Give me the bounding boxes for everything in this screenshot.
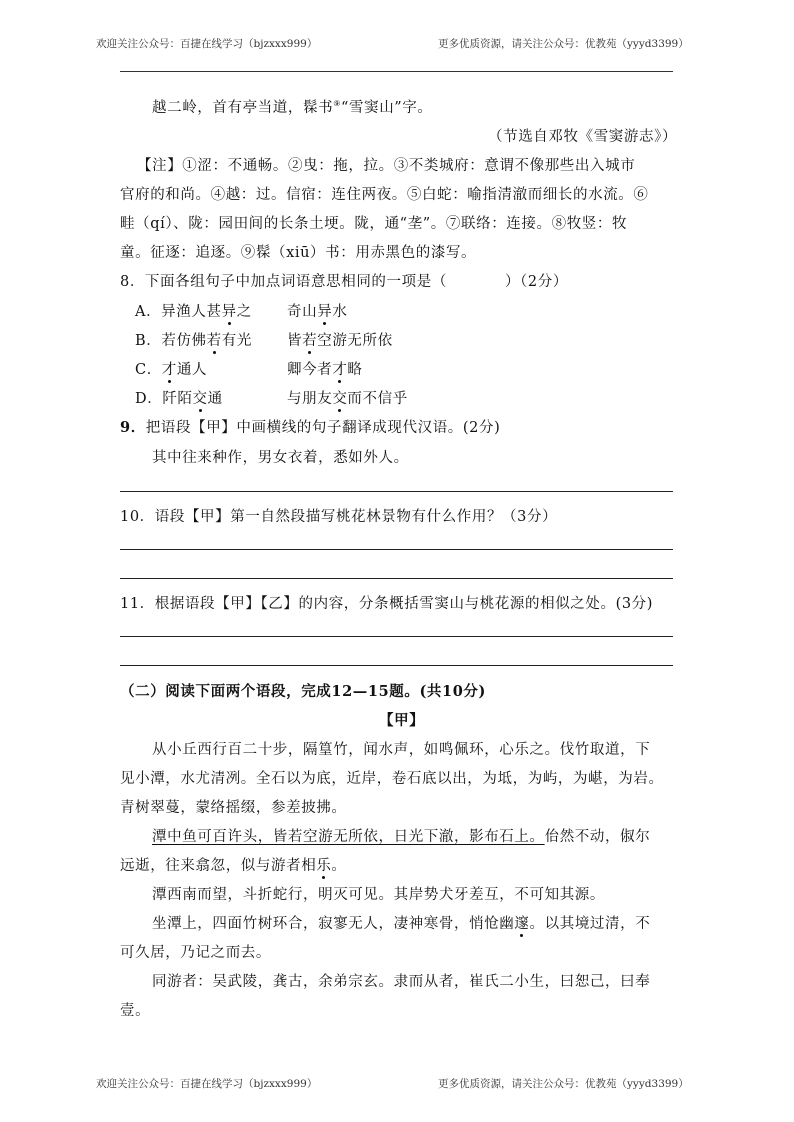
- dotted-word: 异: [222, 300, 237, 321]
- option-text: 通: [207, 391, 223, 407]
- passage-yi-source: （节选自邓牧《雪窦游志》）: [488, 129, 678, 145]
- footer-right: 更多优质资源，请关注公众号：优教苑（yyyd3399）: [438, 1078, 689, 1090]
- option-text: 若仿佛: [161, 333, 207, 349]
- note-line-3: 畦（qí）、陇：园田间的长条土埂。陇，通“垄”。⑦联络：连接。⑧牧竖：牧: [120, 216, 628, 232]
- dotted-word: 乐: [316, 854, 331, 875]
- question-9-text: 把语段【甲】中画横线的句子翻译成现代汉语。(2分): [145, 420, 501, 436]
- option-text: 水: [332, 304, 348, 320]
- option-text: 略: [347, 362, 363, 378]
- answer-line[interactable]: [120, 578, 673, 579]
- option-text: 异渔人甚: [161, 304, 222, 320]
- option-b: [135, 329, 252, 350]
- option-label: B．: [135, 333, 162, 349]
- dotted-word: 交: [193, 387, 208, 408]
- answer-line[interactable]: [120, 665, 673, 666]
- option-text: 奇山: [287, 304, 318, 320]
- answer-line[interactable]: [120, 491, 673, 492]
- header-left: 欢迎关注公众号：百捷在线学习（bjzxxx999）: [96, 38, 318, 50]
- question-9-sentence: 其中往来种作，男女衣着，悉如外人。: [152, 450, 409, 466]
- section-2-part-label: 【甲】: [379, 712, 425, 729]
- question-8-stem-a: 8．下面各组句子中加点词语意思相同的一项是（: [120, 274, 447, 290]
- option-a: [135, 300, 252, 321]
- option-text: 皆: [287, 333, 303, 349]
- question-11: 11．根据语段【甲】【乙】的内容，分条概括雪窦山与桃花源的相似之处。(3分): [120, 596, 654, 612]
- note-line-1: 【注】①涩：不通畅。②曳：拖，拉。③不类城府：意谓不像那些出入城市: [137, 158, 636, 174]
- header-right: 更多优质资源，请关注公众号：优教苑（yyyd3399）: [438, 38, 689, 50]
- passage-text: 。以其境过清，不: [529, 916, 651, 932]
- option-label: A．: [135, 304, 162, 320]
- passage-yi-text-b: “雪窦山”字。: [340, 100, 433, 116]
- answer-line[interactable]: [120, 549, 673, 550]
- question-8-stem: [120, 270, 568, 291]
- option-text: 卿今者: [287, 362, 333, 378]
- dotted-word: 若: [302, 329, 317, 350]
- option-c: [135, 358, 207, 379]
- dotted-word: 若: [207, 329, 222, 350]
- option-d: [135, 387, 223, 408]
- note-line-4: 童。征逐：追逐。⑨髹（xiū）书：用赤黑色的漆写。: [120, 245, 477, 261]
- option-text: 阡陌: [162, 391, 193, 407]
- passage-jia-p1-line2: 见小潭，水尤清冽。全石以为底，近岸，卷石底以出，为坻，为屿，为嵁，为岩。: [120, 771, 664, 787]
- option-d-right: [287, 387, 408, 408]
- dotted-word: 交: [332, 387, 347, 408]
- header-rule: [120, 71, 673, 72]
- dotted-word: 异: [317, 300, 332, 321]
- passage-jia-p4-line2: 可久居，乃记之而去。: [120, 945, 271, 961]
- passage-jia-p3: 潭西南而望，斗折蛇行，明灭可见。其岸势犬牙差互，不可知其源。: [152, 887, 605, 903]
- passage-jia-p1-line3: 青树翠蔓，蒙络摇缀，参差披拂。: [120, 800, 347, 816]
- question-9-stem: [120, 416, 500, 437]
- passage-jia-p2-line1: [152, 825, 650, 846]
- option-text: 空游无所依: [317, 333, 393, 349]
- underlined-sentence: 潭中鱼可百许头，皆若空游无所依，日光下澈，影布石上。: [152, 829, 545, 845]
- passage-jia-p5-line2: 壹。: [120, 1003, 151, 1019]
- note-line-2: 官府的和尚。④越：过。信宿：连住两夜。⑤白蛇：喻指清澈而细长的水流。⑥: [120, 187, 649, 203]
- option-text: 之: [236, 304, 252, 320]
- option-label: D．: [135, 391, 163, 407]
- option-c-right: [287, 358, 363, 379]
- dotted-word: 才: [162, 358, 177, 379]
- footer-left: 欢迎关注公众号：百捷在线学习（bjzxxx999）: [96, 1078, 318, 1090]
- question-10: 10．语段【甲】第一自然段描写桃花林景物有什么作用？（3分）: [120, 509, 558, 525]
- answer-line[interactable]: [120, 636, 673, 637]
- passage-text: 。: [331, 858, 347, 874]
- option-text: 通人: [176, 362, 208, 378]
- passage-jia-p4-line1: [152, 912, 650, 933]
- passage-yi-text-a: 越二岭，首有亭当道，髹书: [152, 100, 334, 116]
- option-b-right: [287, 329, 393, 350]
- question-number: 9．: [120, 419, 146, 436]
- passage-jia-p5-line1: 同游者：吴武陵，龚古，余弟宗玄。隶而从者，崔氏二小生，曰恕己，曰奉: [152, 974, 651, 990]
- passage-text: 远逝，往来翕忽，似与游者相: [120, 858, 317, 874]
- passage-yi-last-line: [152, 96, 433, 117]
- passage-jia-p2-line2: [120, 854, 347, 875]
- option-text: 与朋友: [287, 391, 333, 407]
- option-text: 而不信乎: [347, 391, 408, 407]
- section-2-title: （二）阅读下面两个语段，完成12—15题。(共10分): [120, 683, 486, 700]
- passage-text: 坐潭上，四面竹树环合，寂寥无人，凄神寒骨，悄怆幽: [152, 916, 515, 932]
- option-text: 有光: [221, 333, 252, 349]
- option-label: C．: [135, 362, 162, 378]
- note-marker: ⑨: [333, 99, 341, 109]
- dotted-word: 邃: [514, 912, 529, 933]
- passage-jia-p1-line1: 从小丘西行百二十步，隔篁竹，闻水声，如鸣佩环，心乐之。伐竹取道，下: [152, 742, 651, 758]
- option-a-right: [287, 300, 347, 321]
- dotted-word: 才: [332, 358, 347, 379]
- question-8-stem-b: ）（2分）: [504, 274, 568, 290]
- passage-text: 佁然不动，俶尔: [544, 829, 651, 845]
